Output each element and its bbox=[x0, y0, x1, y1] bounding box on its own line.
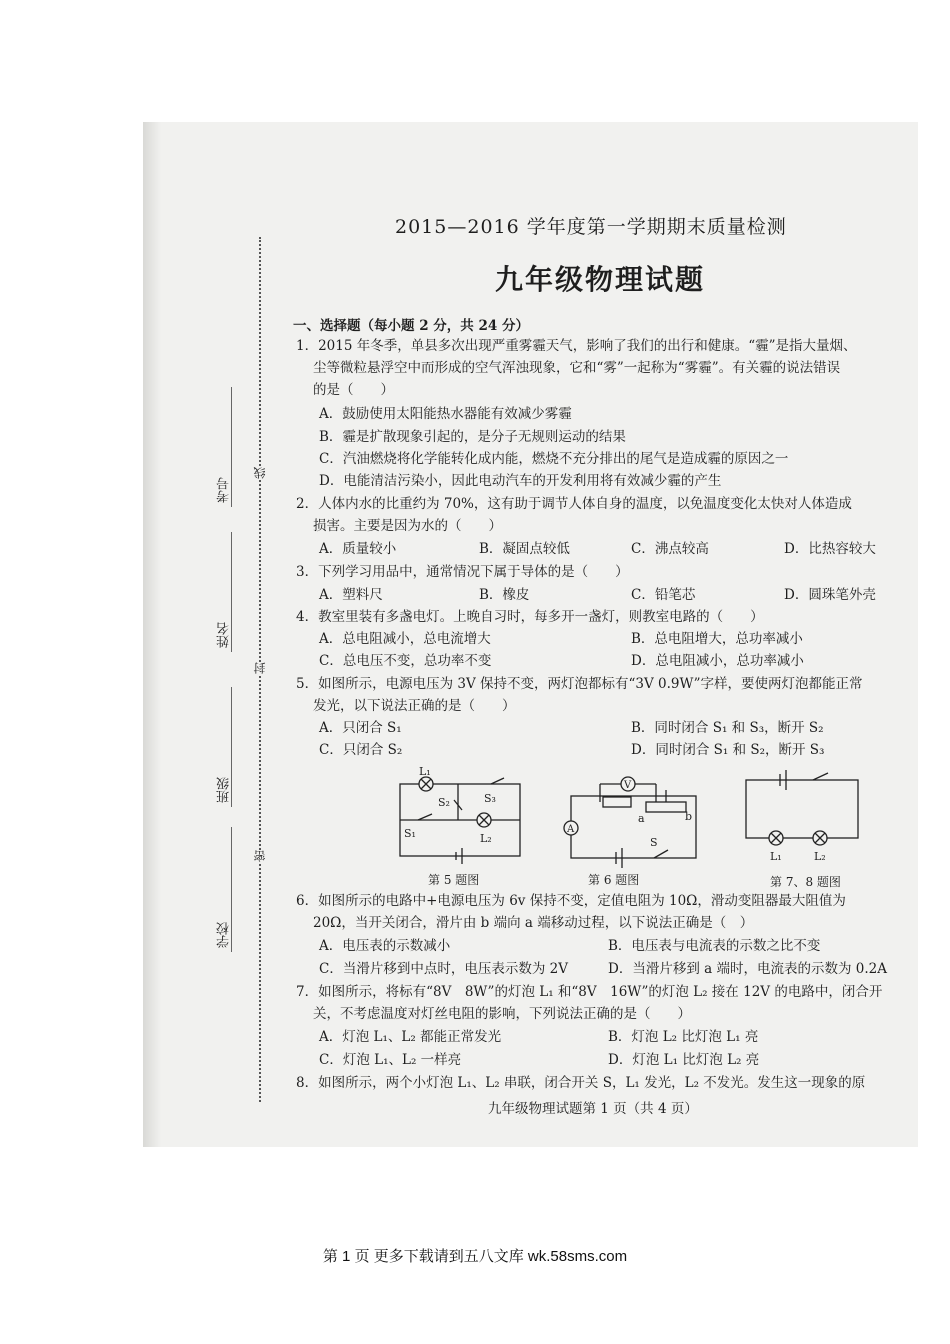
circuit-figures bbox=[388, 762, 908, 897]
binding-mark-line: 线 bbox=[253, 467, 267, 479]
q7-option-a: A．灯泡 L₁、L₂ 都能正常发光 bbox=[319, 1029, 502, 1045]
q2-line-1: 2．人体内水的比重约为 70%，这有助于调节人体自身的温度，以免温度变化太快对人体造成 bbox=[296, 496, 852, 512]
q6-option-b: B．电压表与电流表的示数之比不变 bbox=[608, 938, 821, 954]
field-class-line bbox=[231, 687, 232, 807]
q1-option-b: B．霾是扩散现象引起的，是分子无规则运动的结果 bbox=[319, 429, 626, 445]
q6-line-1: 6．如图所示的电路中+电源电压为 6v 保持不变，定值电阻为 10Ω，滑动变阻器最大阻值为 bbox=[296, 893, 846, 909]
q8-line-1: 8．如图所示，两个小灯泡 L₁、L₂ 串联，闭合开关 S，L₁ 发光，L₂ 不发光。发生这一现象的原 bbox=[296, 1075, 866, 1091]
q3-option-d: D．圆珠笔外壳 bbox=[784, 587, 876, 603]
q1-option-a: A．鼓励使用太阳能热水器能有效减少雾霾 bbox=[319, 406, 572, 422]
fig78-label-l2: L₂ bbox=[814, 850, 826, 863]
q2-option-a: A．质量较小 bbox=[319, 541, 397, 557]
q4-option-a: A．总电阻减小，总电流增大 bbox=[319, 631, 491, 647]
q7-line-2: 关，不考虑温度对灯丝电阻的影响，下列说法正确的是（ ） bbox=[313, 1006, 691, 1022]
q7-option-d: D．灯泡 L₁ 比灯泡 L₂ 亮 bbox=[608, 1052, 760, 1068]
section-heading: 一、选择题（每小题 2 分，共 24 分） bbox=[293, 318, 529, 334]
field-name-line bbox=[231, 532, 232, 652]
q5-option-a: A．只闭合 S₁ bbox=[319, 720, 402, 736]
q3-line-1: 3．下列学习用品中，通常情况下属于导体的是（ ） bbox=[296, 564, 629, 580]
q4-option-b: B．总电阻增大，总功率减小 bbox=[631, 631, 803, 647]
fig5-caption: 第 5 题图 bbox=[428, 873, 480, 887]
q1-line-1: 1．2015 年冬季，单县多次出现严重雾霾天气，影响了我们的出行和健康。“霾”是指大量烟、 bbox=[296, 338, 857, 354]
q1-line-3: 的是（ ） bbox=[313, 382, 394, 398]
field-name: 姓名 bbox=[217, 622, 232, 648]
q6-option-c: C．当滑片移到中点时，电压表示数为 2V bbox=[319, 961, 568, 977]
q1-line-2: 尘等微粒悬浮空中而形成的空气浑浊现象，它和“雾”一起称为“雾霾”。有关霾的说法错误 bbox=[313, 360, 841, 376]
field-school: 学校 bbox=[217, 922, 232, 948]
fig5-label-s1: S₁ bbox=[404, 827, 416, 840]
q4-line-1: 4．教室里装有多盏电灯。上晚自习时，每多开一盏灯，则教室电路的（ ） bbox=[296, 609, 764, 625]
q5-option-b: B．同时闭合 S₁ 和 S₃，断开 S₂ bbox=[631, 720, 824, 736]
q6-line-2: 20Ω，当开关闭合，滑片由 b 端向 a 端移动过程，以下说法正确是（ ） bbox=[313, 915, 754, 931]
field-exam-number: 考号 bbox=[217, 477, 232, 503]
figure-78-circuit bbox=[746, 770, 858, 845]
q7-option-c: C．灯泡 L₁、L₂ 一样亮 bbox=[319, 1052, 462, 1068]
field-class: 班级 bbox=[217, 777, 232, 803]
fig6-label-voltmeter: V bbox=[624, 780, 632, 791]
binding-mark-seal: 封 bbox=[253, 662, 267, 674]
q2-option-c: C．沸点较高 bbox=[631, 541, 709, 557]
scanned-exam-page bbox=[143, 122, 918, 1147]
fig6-label-a: a bbox=[638, 812, 645, 825]
q7-line-1: 7．如图所示，将标有“8V 8W”的灯泡 L₁ 和“8V 16W”的灯泡 L₂ 接在 12V 的电路中，闭合开 bbox=[296, 984, 883, 1000]
exam-page-label: 九年级物理试题第 1 页（共 4 页） bbox=[488, 1101, 698, 1117]
page-footer: 第 1 页 更多下载请到五八文库 wk.58sms.com bbox=[322, 1248, 628, 1265]
exam-title: 九年级物理试题 bbox=[495, 263, 706, 296]
fig6-label-ammeter: A bbox=[567, 824, 575, 835]
fig78-label-l1: L₁ bbox=[770, 850, 782, 863]
q5-option-c: C．只闭合 S₂ bbox=[319, 742, 403, 758]
scan-shadow bbox=[143, 122, 161, 1147]
q6-option-d: D．当滑片移到 a 端时，电流表的示数为 0.2A bbox=[608, 961, 887, 977]
q5-option-d: D．同时闭合 S₁ 和 S₂，断开 S₃ bbox=[631, 742, 825, 758]
q5-line-2: 发光，以下说法正确的是（ ） bbox=[313, 698, 516, 714]
q4-option-c: C．总电压不变，总功率不变 bbox=[319, 653, 492, 669]
q1-option-c: C．汽油燃烧将化学能转化成内能，燃烧不充分排出的尾气是造成霾的原因之一 bbox=[319, 451, 789, 467]
fig6-label-b: b bbox=[685, 810, 693, 823]
fig6-label-s: S bbox=[650, 836, 658, 849]
q6-option-a: A．电压表的示数减小 bbox=[319, 938, 451, 954]
fig6-caption: 第 6 题图 bbox=[588, 873, 640, 887]
fig5-label-l1: L₁ bbox=[419, 765, 431, 778]
q2-option-b: B．凝固点较低 bbox=[479, 541, 570, 557]
fig78-caption: 第 7、8 题图 bbox=[770, 875, 841, 889]
fig5-label-l2: L₂ bbox=[480, 832, 492, 845]
q3-option-a: A．塑料尺 bbox=[319, 587, 383, 603]
field-exam-number-line bbox=[231, 387, 232, 507]
figure-5-circuit bbox=[400, 777, 520, 864]
fig5-label-s2: S₂ bbox=[438, 796, 450, 809]
q2-line-2: 损害。主要是因为水的（ ） bbox=[313, 518, 502, 534]
q7-option-b: B．灯泡 L₂ 比灯泡 L₁ 亮 bbox=[608, 1029, 759, 1045]
field-school-line bbox=[231, 827, 232, 952]
q3-option-b: B．橡皮 bbox=[479, 587, 530, 603]
q4-option-d: D．总电阻减小，总功率减小 bbox=[631, 653, 804, 669]
q3-option-c: C．铅笔芯 bbox=[631, 587, 696, 603]
q1-option-d: D．电能清洁污染小，因此电动汽车的开发利用将有效减少霾的产生 bbox=[319, 473, 722, 489]
q5-line-1: 5．如图所示，电源电压为 3V 保持不变，两灯泡都标有“3V 0.9W”字样，要使两灯泡都能正常 bbox=[296, 676, 863, 692]
binding-mark-secret: 密 bbox=[253, 850, 267, 862]
q2-option-d: D．比热容较大 bbox=[784, 541, 876, 557]
fig5-label-s3: S₃ bbox=[484, 792, 496, 805]
exam-term: 2015—2016 学年度第一学期期末质量检测 bbox=[395, 216, 787, 238]
